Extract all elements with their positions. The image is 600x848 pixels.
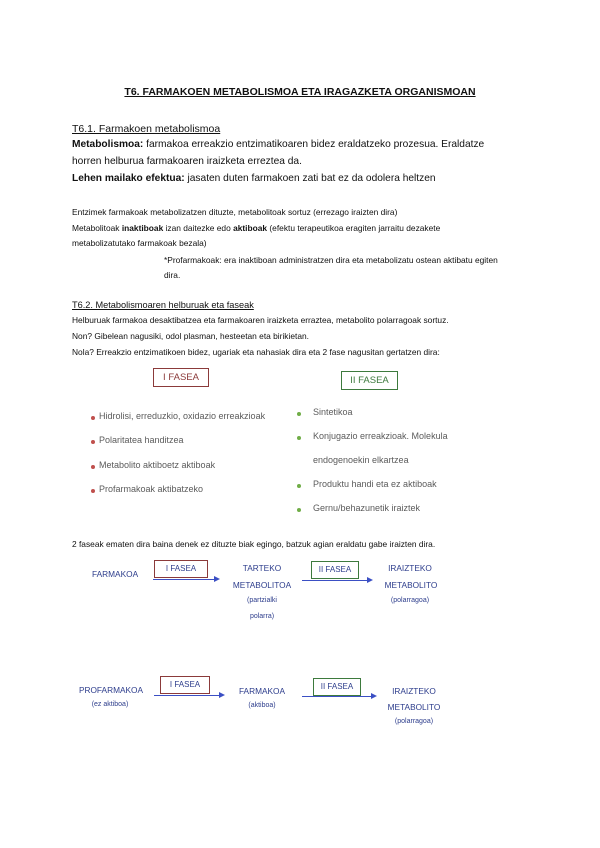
goals-line: Helburuak farmakoa desaktibatzea eta farmakoaren iraizketa erraztea, metabolito polarragoak sortuz. (72, 315, 449, 325)
page-title: T6. FARMAKOEN METABOLISMOA ETA IRAGAZKETA ORGANISMOAN (124, 86, 476, 98)
flow1-intermediate-a: TARTEKO (242, 563, 282, 573)
term-active: aktiboak (233, 223, 268, 233)
flow1-intermediate-c: (partzialki (247, 597, 277, 604)
flow2-phase2-box: II FASEA (313, 678, 361, 696)
arrowhead (367, 577, 373, 583)
bullet-dot (91, 465, 95, 469)
flow2-phase1-box: I FASEA (160, 676, 210, 694)
bullet-dot (91, 440, 95, 444)
paragraph-metabolites-line2: metabolizatutako farmakoak bezala) (72, 238, 207, 248)
how-line: Nola? Erreakzio entzimatikoen bidez, ugariak eta nahasiak dira eta 2 fase nagusitan gertatzen dira: (72, 347, 440, 357)
flow1-intermediate-d: polarra) (249, 613, 275, 620)
phase1-item: Hidrolisi, erreduzkio, oxidazio erreakzioak (99, 411, 266, 421)
metabolism-definition-line1 (72, 139, 484, 150)
phase2-item: endogenoekin elkartzea (313, 455, 409, 465)
flow1-excretion-c: (polarragoa) (390, 597, 430, 604)
metabolism-term: Metabolismoa: (72, 139, 144, 150)
bullet-dot (91, 489, 95, 493)
section-heading-6-2: T6.2. Metabolismoaren helburuak eta faseak (72, 300, 254, 310)
term-inactive: inaktiboak (121, 223, 164, 233)
arrowhead (371, 693, 377, 699)
flow-note: 2 faseak ematen dira baina denek ez dituzte biak egingo, batzuk agian eraldatu gabe iraizten dira. (72, 539, 436, 549)
flow1-drug: FARMAKOA (92, 569, 139, 579)
bullet-dot (297, 484, 301, 488)
bullet-dot (297, 412, 301, 416)
phase1-box: I FASEA (153, 368, 209, 387)
phase1-item: Polaritatea handitzea (99, 435, 184, 445)
flow2-excretion-c: (polarragoa) (394, 718, 434, 725)
flow1-excretion-a: IRAIZTEKO (388, 563, 432, 573)
flow2-prodrug-note: (ez aktiboa) (91, 701, 129, 708)
phase2-item: Sintetikoa (313, 407, 353, 417)
phase1-item: Metabolito aktiboetz aktiboak (99, 460, 216, 470)
flow2-arrow2 (302, 696, 372, 697)
first-pass-effect (72, 173, 436, 184)
metabolism-definition-line2: horren helburua farmakoaren iraizketa erreztea da. (72, 156, 302, 167)
flow2-prodrug: PROFARMAKOA (78, 685, 144, 695)
phase2-item: Gernu/behazunetik iraiztek (313, 503, 421, 513)
arrowhead (214, 576, 220, 582)
where-line: Non? Gibelean nagusiki, odol plasman, hesteetan eta birikietan. (72, 331, 309, 341)
arrowhead (219, 692, 225, 698)
bullet-dot (297, 508, 301, 512)
paragraph-metabolites (72, 223, 440, 233)
first-pass-text: jasaten duten farmakoen zati bat ez da odolera heltzen (184, 173, 436, 184)
flow2-excretion-a: IRAIZTEKO (392, 686, 436, 696)
flow1-phase2-box: II FASEA (311, 561, 359, 579)
phase1-item: Profarmakoak aktibatzeko (99, 484, 204, 494)
first-pass-term: Lehen mailako efektua: (72, 173, 185, 184)
flow1-phase1-box: I FASEA (154, 560, 208, 578)
bullet-dot (297, 436, 301, 440)
flow2-excretion-b: METABOLITO (387, 702, 441, 712)
flow2-drug: FARMAKOA (238, 686, 286, 696)
phase2-item: Produktu handi eta ez aktiboak (313, 479, 437, 489)
phase2-box: II FASEA (341, 371, 398, 390)
text-segment: (efektu terapeutikoa eragiten jarraitu dezakete (267, 223, 441, 233)
phase2-item: Konjugazio erreakzioak. Molekula (313, 431, 448, 441)
paragraph-enzymes: Entzimek farmakoak metabolizatzen dituzte, metabolitoak sortuz (errezago iraizten dira) (72, 207, 398, 217)
flow2-drug-note: (aktiboa) (248, 702, 276, 709)
prodrug-note-line1: *Profarmakoak: era inaktiboan administratzen dira eta metabolizatu ostean aktibatu egiten (164, 255, 498, 265)
flow1-arrow1 (153, 579, 215, 580)
section-heading-6-1: T6.1. Farmakoen metabolismoa (72, 123, 221, 135)
flow1-arrow2 (302, 580, 368, 581)
flow1-excretion-b: METABOLITO (384, 580, 438, 590)
text-segment: Metabolitoak (72, 223, 122, 233)
flow2-arrow1 (154, 695, 220, 696)
prodrug-note-line2: dira. (164, 270, 181, 280)
flow1-intermediate-b: METABOLITOA (232, 580, 292, 590)
text-segment: izan daitezke edo (163, 223, 234, 233)
metabolism-definition-text: farmakoa erreakzio entzimatikoaren bidez eraldatzeko prozesua. Eraldatze (143, 139, 485, 150)
bullet-dot (91, 416, 95, 420)
